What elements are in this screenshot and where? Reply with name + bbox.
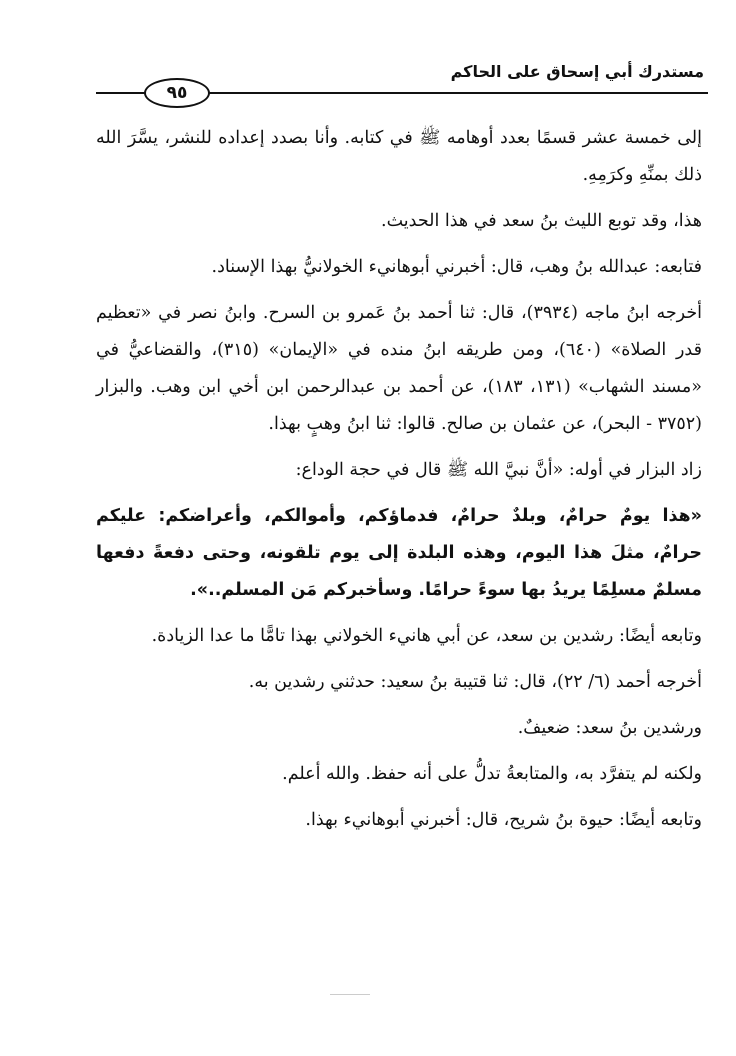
paragraph: فتابعه: عبدالله بنُ وهب، قال: أخبرني أبوهانيء الخولانيُّ بهذا الإسناد. <box>211 257 702 277</box>
footer-divider <box>330 994 370 995</box>
paragraph: أخرجه ابنُ ماجه (٣٩٣٤)، قال: ثنا أحمد بنُ عَمرو بن السرح. وابنُ نصر في «تعظيم قدر الصلاة» (٦٤٠)، ومن طريقه ابنُ منده في «الإيمان» (٣١٥)، والقضاعيُّ في «مسند الشهاب» (١٣١، ١٨٣)، عن أحمد بن عبدالرحمن ابن أخي ابن وهب. والبزار (٣٧٥٢ - البحر)، عن عثمان بن صالح. قالوا: ثنا ابنُ وهبٍ بهذا. <box>96 303 702 434</box>
hadith-quote: «هذا يومٌ حرامٌ، وبلدٌ حرامٌ، فدماؤكم، وأموالكم، وأعراضكم: عليكم حرامٌ، مثلَ هذا اليوم، وهذه البلدة إلى يوم تلقونه، وحتى دفعةً دفعها مسلمٌ مسلِمًا يريدُ بها سوءً حرامًا. وسأخبركم مَن المسلم..». <box>96 506 702 600</box>
paragraph: وتابعه أيضًا: رشدين بن سعد، عن أبي هانيء الخولاني بهذا تامًّا ما عدا الزيادة. <box>151 626 702 646</box>
page-header <box>96 58 708 102</box>
page-body <box>96 120 702 848</box>
page-number: ٩٥ <box>144 78 210 108</box>
paragraph: هذا، وقد توبع الليث بنُ سعد في هذا الحديث. <box>381 211 702 231</box>
paragraph: وتابعه أيضًا: حيوة بنُ شريح، قال: أخبرني أبوهانيء بهذا. <box>305 810 702 830</box>
paragraph: إلى خمسة عشر قسمًا بعدد أوهامه ﷺ في كتابه. وأنا بصدد إعداده للنشر، يسَّرَ الله ذلك بمنِّهِ وكرَمِهِ. <box>96 128 702 185</box>
paragraph: ولكنه لم يتفرَّد به، والمتابعةُ تدلُّ على أنه حفظ. والله أعلم. <box>282 764 702 784</box>
paragraph: زاد البزار في أوله: «أنَّ نبيَّ الله ﷺ قال في حجة الوداع: <box>295 460 702 480</box>
paragraph: ورشدين بنُ سعد: ضعيفٌ. <box>517 718 702 738</box>
paragraph: أخرجه أحمد (٦/ ٢٢)، قال: ثنا قتيبة بنُ سعيد: حدثني رشدين به. <box>248 672 702 692</box>
running-title: مستدرك أبي إسحاق على الحاكم <box>450 62 704 81</box>
